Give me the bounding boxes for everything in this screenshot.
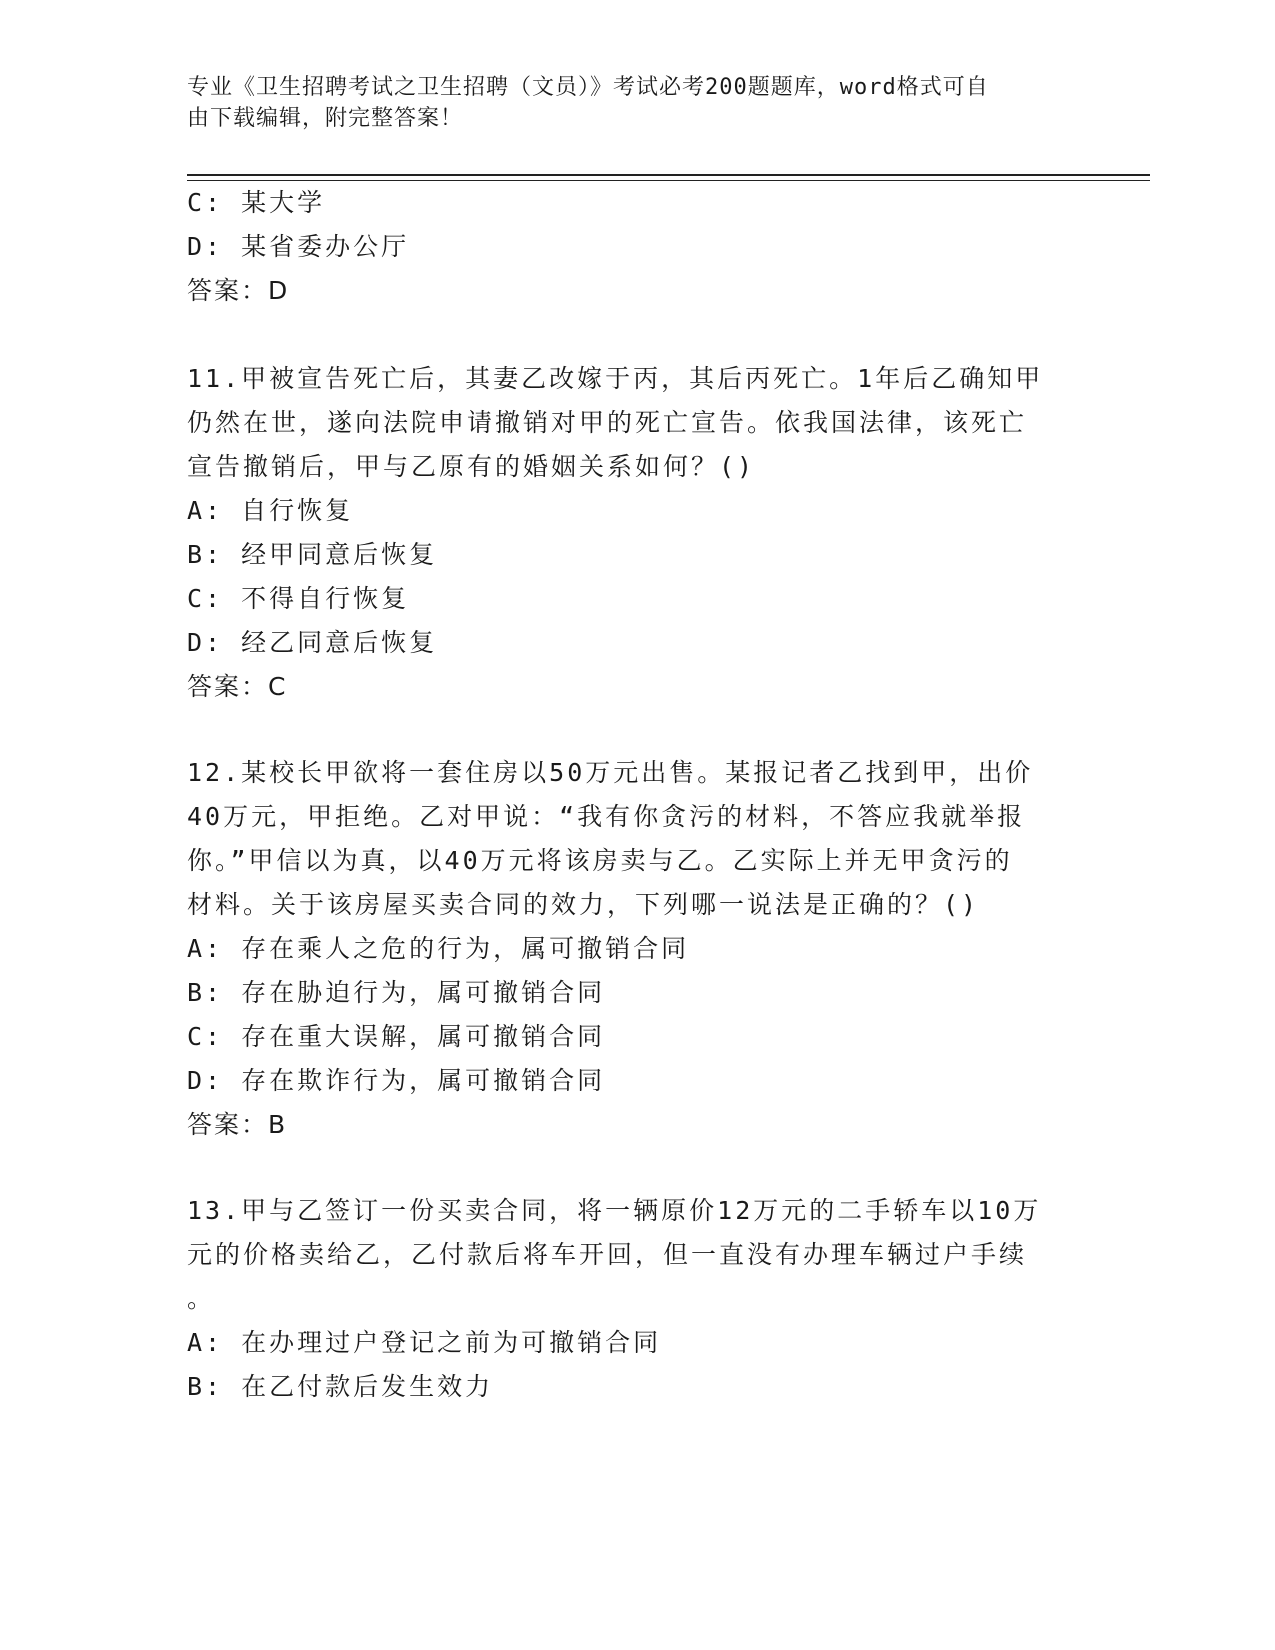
header-line-1: 专业《卫生招聘考试之卫生招聘（文员）》考试必考200题题库，word格式可自 xyxy=(187,75,989,100)
q11-text-line-2: 仍然在世，遂向法院申请撤销对甲的死亡宣告。依我国法律，该死亡 xyxy=(187,408,1028,437)
q11-text-line-3: 宣告撤销后，甲与乙原有的婚姻关系如何？() xyxy=(187,452,756,481)
q13-text-line-1: 13.甲与乙签订一份买卖合同，将一辆原价12万元的二手轿车以10万 xyxy=(187,1196,1042,1225)
q13-text-line-3: 。 xyxy=(187,1284,216,1313)
q11-text-line-1: 11.甲被宣告死亡后，其妻乙改嫁于丙，其后丙死亡。1年后乙确知甲 xyxy=(187,364,1044,393)
q12-option-c: C: 存在重大误解，属可撤销合同 xyxy=(187,1022,606,1051)
q12-text-line-3: 你。”甲信以为真，以40万元将该房卖与乙。乙实际上并无甲贪污的 xyxy=(187,846,1013,875)
q11-option-a: A: 自行恢复 xyxy=(187,496,354,525)
q13-option-a: A: 在办理过户登记之前为可撤销合同 xyxy=(187,1328,662,1357)
prev-option-d: D: 某省委办公厅 xyxy=(187,232,410,261)
q11-option-c: C: 不得自行恢复 xyxy=(187,584,410,613)
q12-answer: 答案：B xyxy=(187,1110,288,1139)
q12-option-b: B: 存在胁迫行为，属可撤销合同 xyxy=(187,978,606,1007)
header-divider-thick xyxy=(187,174,1150,176)
q12-text-line-1: 12.某校长甲欲将一套住房以50万元出售。某报记者乙找到甲，出价 xyxy=(187,758,1034,787)
q12-text-line-4: 材料。关于该房屋买卖合同的效力，下列哪一说法是正确的？() xyxy=(187,890,980,919)
header-divider-thin xyxy=(187,180,1150,181)
q11-answer: 答案：C xyxy=(187,672,288,701)
q12-text-line-2: 40万元，甲拒绝。乙对甲说：“我有你贪污的材料，不答应我就举报 xyxy=(187,802,1026,831)
prev-answer: 答案：D xyxy=(187,276,290,305)
q11-option-b: B: 经甲同意后恢复 xyxy=(187,540,438,569)
q13-text-line-2: 元的价格卖给乙，乙付款后将车开回，但一直没有办理车辆过户手续 xyxy=(187,1240,1028,1269)
prev-option-c: C: 某大学 xyxy=(187,188,326,217)
document-header xyxy=(187,72,1067,134)
q11-option-d: D: 经乙同意后恢复 xyxy=(187,628,438,657)
q13-option-b: B: 在乙付款后发生效力 xyxy=(187,1372,494,1401)
q12-option-a: A: 存在乘人之危的行为，属可撤销合同 xyxy=(187,934,690,963)
q12-option-d: D: 存在欺诈行为，属可撤销合同 xyxy=(187,1066,606,1095)
header-line-2: 由下载编辑，附完整答案！ xyxy=(187,106,464,131)
